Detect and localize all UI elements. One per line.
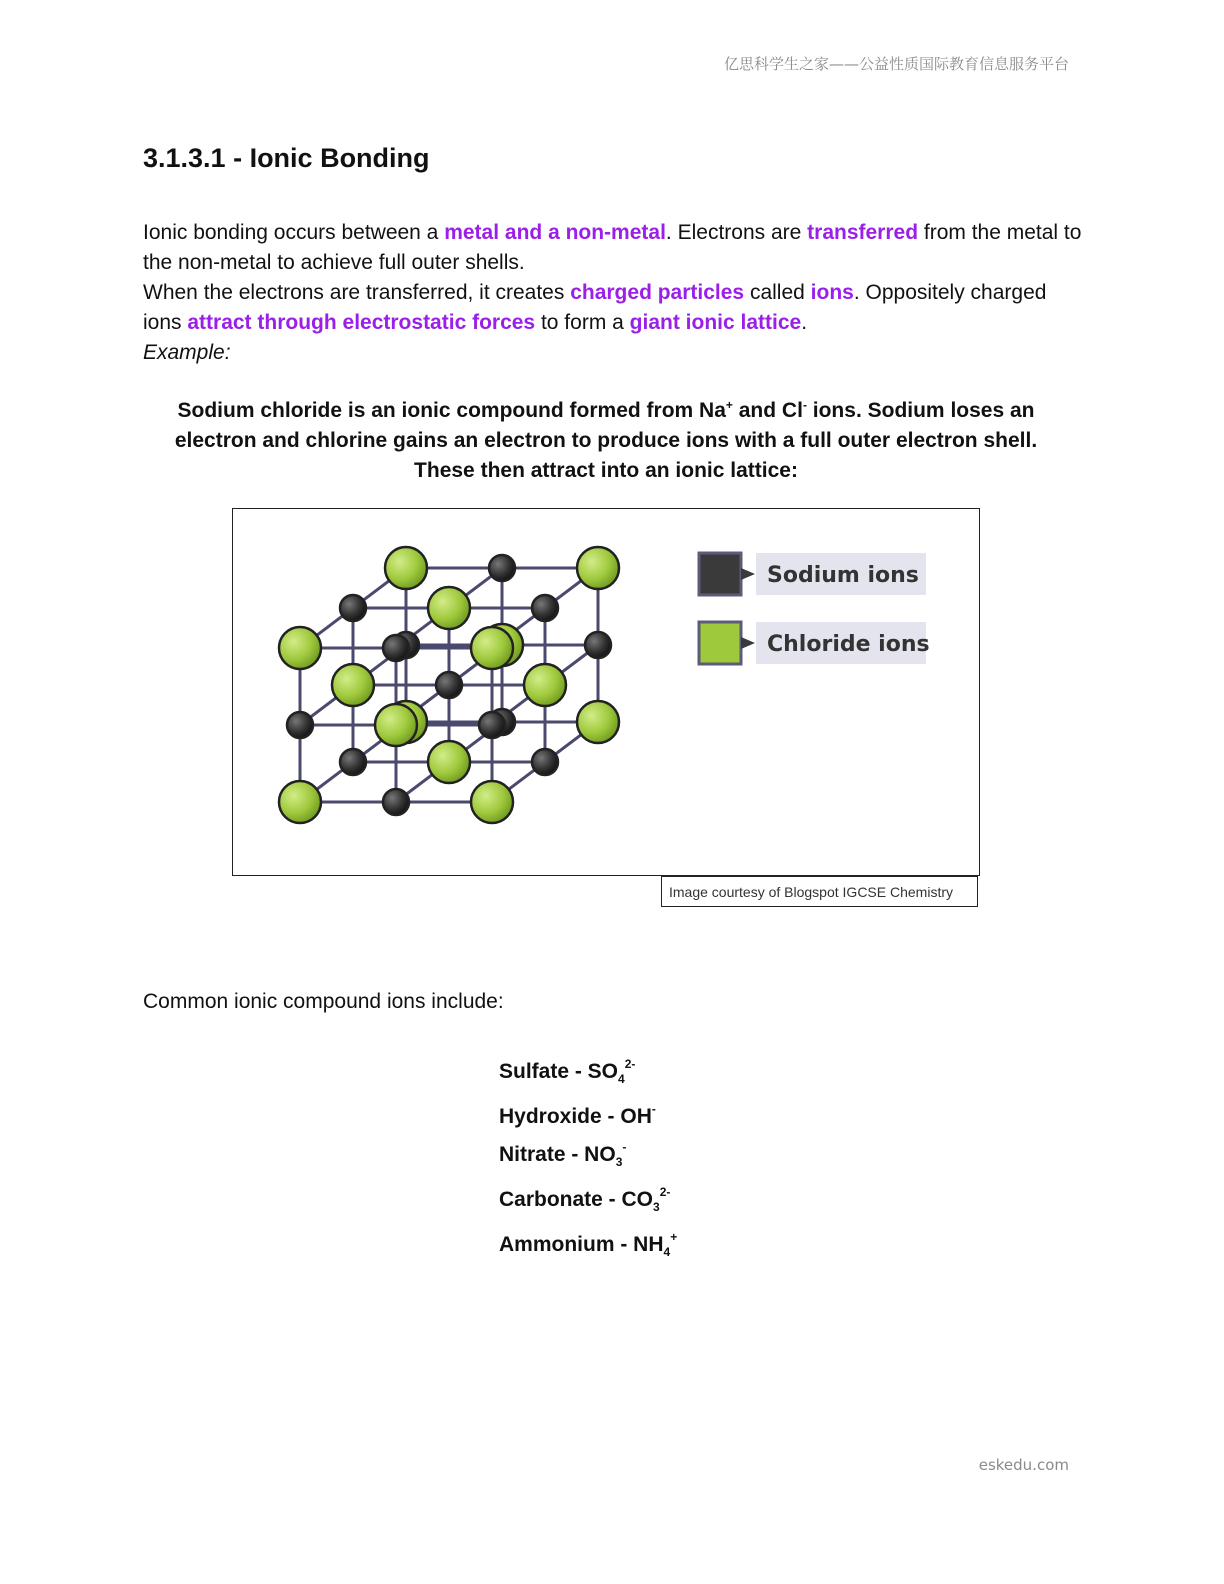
chloride-ion bbox=[279, 781, 321, 823]
sodium-ion bbox=[436, 672, 462, 698]
highlight-transferred: transferred bbox=[807, 221, 919, 244]
chloride-ion bbox=[428, 741, 470, 783]
sodium-ion bbox=[340, 749, 366, 775]
chloride-ion bbox=[375, 704, 417, 746]
ion-name: Nitrate - NO bbox=[499, 1143, 616, 1166]
example-label: Example: bbox=[143, 341, 231, 364]
chloride-ion bbox=[428, 587, 470, 629]
intro-text-segment: When the electrons are transferred, it creates bbox=[143, 281, 571, 304]
sodium-ion bbox=[340, 595, 366, 621]
intro-text-segment: from the metal to the non-metal to achieve full outer shells. bbox=[143, 221, 1082, 274]
ionic-lattice-figure bbox=[232, 508, 980, 876]
sodium-ion bbox=[383, 635, 409, 661]
ion-name: Hydroxide - OH bbox=[499, 1105, 652, 1128]
chloride-ion bbox=[332, 664, 374, 706]
list-item bbox=[499, 1132, 677, 1177]
example-text: and Cl bbox=[732, 399, 803, 422]
charge-superscript: + bbox=[725, 398, 733, 412]
intro-text-segment: . bbox=[801, 311, 808, 334]
example-text: ions. Sodium loses an electron and chlorine gains an electron to produce ions with a full outer electron shell. These then attract into an ionic lattice: bbox=[174, 399, 1038, 482]
intro-text-segment: to form a bbox=[535, 311, 630, 334]
sodium-ion bbox=[287, 712, 313, 738]
list-item bbox=[499, 1222, 677, 1267]
lattice-diagram bbox=[233, 509, 979, 875]
chloride-ion bbox=[471, 781, 513, 823]
legend-chloride bbox=[699, 622, 930, 664]
ion-subscript: 3 bbox=[615, 1155, 623, 1169]
header-site-note: 亿思科学生之家——公益性质国际教育信息服务平台 bbox=[723, 55, 1069, 73]
ion-charge: - bbox=[622, 1140, 627, 1154]
sodium-ion bbox=[489, 555, 515, 581]
highlight-giant-ionic-lattice: giant ionic lattice bbox=[629, 311, 802, 334]
chloride-ion bbox=[577, 547, 619, 589]
sodium-ion bbox=[479, 712, 505, 738]
charge-superscript: - bbox=[802, 398, 807, 412]
page-title: 3.1.3.1 - Ionic Bonding bbox=[143, 143, 430, 173]
list-item bbox=[499, 1049, 677, 1094]
footer-site: eskedu.com bbox=[978, 1456, 1069, 1474]
chloride-swatch bbox=[699, 622, 741, 664]
ion-name: Sulfate - SO bbox=[499, 1060, 619, 1083]
intro-text-segment: . Oppositely charged ions bbox=[143, 281, 1047, 334]
intro-text-segment: . Electrons are bbox=[665, 221, 808, 244]
legend-sodium bbox=[699, 553, 926, 595]
chloride-ion bbox=[577, 701, 619, 743]
list-item bbox=[499, 1094, 677, 1132]
sodium-ion bbox=[383, 789, 409, 815]
ion-charge: - bbox=[651, 1102, 656, 1116]
chloride-ion bbox=[471, 627, 513, 669]
ion-list bbox=[499, 1049, 677, 1267]
ion-subscript: 3 bbox=[653, 1200, 660, 1214]
image-caption: Image courtesy of Blogspot IGCSE Chemistry bbox=[661, 876, 978, 907]
highlight-charged-particles: charged particles bbox=[570, 281, 745, 304]
ion-charge: + bbox=[670, 1230, 678, 1244]
ion-name: Carbonate - CO bbox=[499, 1188, 654, 1211]
chloride-ion bbox=[279, 627, 321, 669]
ion-charge: 2- bbox=[624, 1057, 636, 1071]
ion-subscript: 4 bbox=[618, 1072, 625, 1086]
highlight-ions: ions bbox=[810, 281, 854, 304]
legend-label-sodium: Sodium ions bbox=[767, 563, 919, 588]
example-statement bbox=[143, 396, 1069, 486]
chloride-ion bbox=[385, 547, 427, 589]
sodium-ion bbox=[532, 595, 558, 621]
ion-name: Ammonium - NH bbox=[499, 1233, 664, 1256]
list-item bbox=[499, 1177, 677, 1222]
sodium-swatch bbox=[699, 553, 741, 595]
legend-arrow-icon bbox=[741, 637, 755, 649]
highlight-metal-non-metal: metal and a non-metal bbox=[444, 221, 666, 244]
legend-label-chloride: Chloride ions bbox=[767, 632, 930, 657]
legend-arrow-icon bbox=[741, 568, 755, 580]
intro-text-segment: Ionic bonding occurs between a bbox=[143, 221, 445, 244]
sodium-ion bbox=[585, 632, 611, 658]
highlight-electrostatic: attract through electrostatic forces bbox=[187, 311, 536, 334]
lattice-ions bbox=[279, 547, 619, 823]
sodium-ion bbox=[532, 749, 558, 775]
intro-text bbox=[143, 218, 1083, 368]
chloride-ion bbox=[524, 664, 566, 706]
ion-subscript: 4 bbox=[663, 1245, 671, 1259]
intro-text-segment: called bbox=[744, 281, 811, 304]
list-intro: Common ionic compound ions include: bbox=[143, 990, 504, 1013]
ion-charge: 2- bbox=[659, 1185, 671, 1199]
example-text: Sodium chloride is an ionic compound formed from Na bbox=[177, 399, 726, 422]
